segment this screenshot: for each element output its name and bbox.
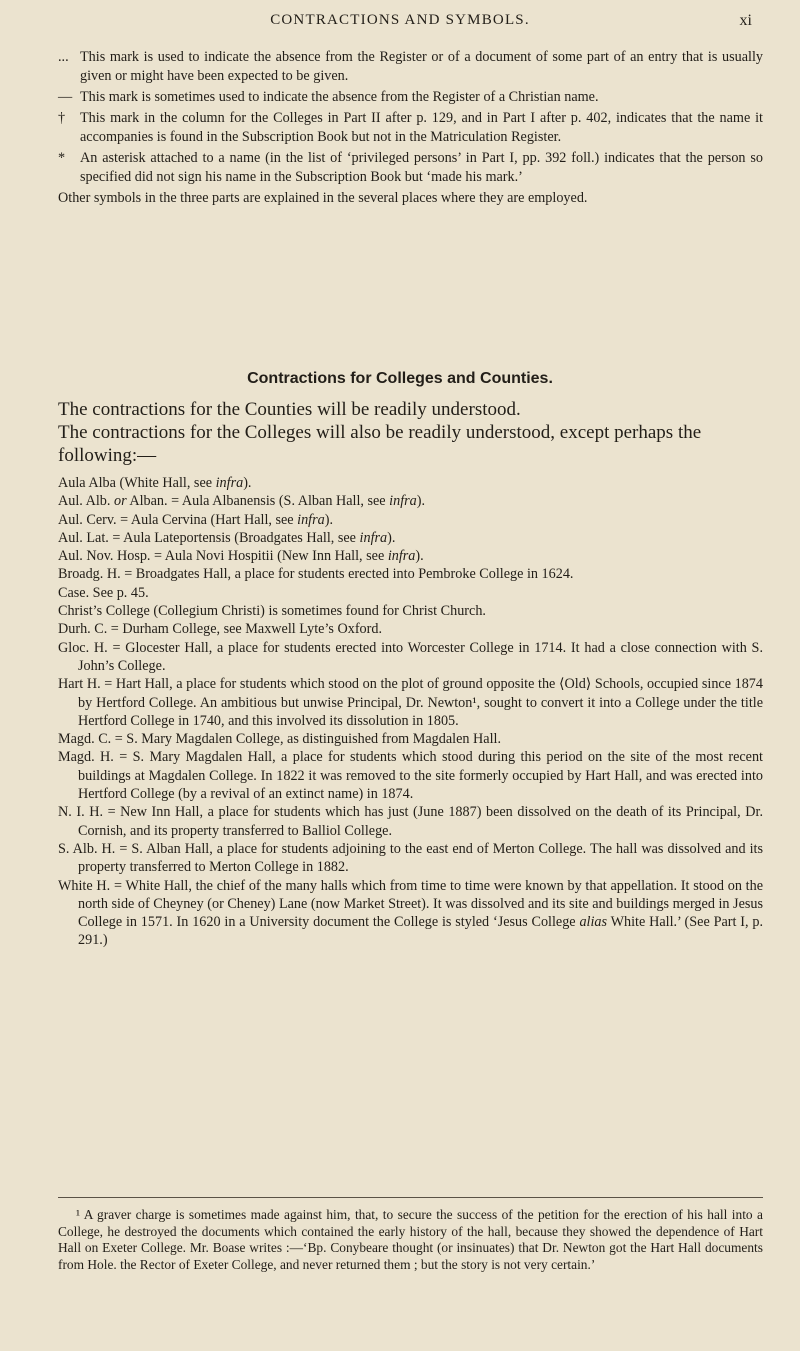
symbols-list bbox=[58, 48, 763, 210]
symbol-description: This mark is sometimes used to indicate the absence from the Register of a Christian name. bbox=[80, 89, 599, 105]
contraction-entry: Magd. H. = S. Mary Magdalen Hall, a place for students which stood during this period on the site of the most recent buildings at Magdalen College. In 1822 it was removed to the site formerly occupied by Hart Hall, and was erected into Hertford College (by a revival of an extinct name) in 1874. bbox=[58, 749, 763, 803]
footnote: ¹ A graver charge is sometimes made against him, that, to secure the success of the petition for the erection of his hall into a College, he destroyed the documents which contained the early history of the hall, because they showed the dependence of Hart Hall on Exeter College. Mr. Boase writes :—‘Bp. Conybeare thought (or insinuates) that Dr. Newton got the Hart Hall documents from Hole. the Rector of Exeter College, and never returned them ; but the story is not very certain.’ bbox=[58, 1207, 763, 1272]
symbol-entry-asterisk bbox=[58, 149, 763, 187]
contraction-entry: Magd. C. = S. Mary Magdalen College, as distinguished from Magdalen Hall. bbox=[58, 731, 502, 748]
contraction-entry: Hart H. = Hart Hall, a place for students which stood on the plot of ground opposite the ⟨Old⟩ Schools, occupied since 1874 by Hertford College. An ambitious but unwise Principal, Dr. Newton¹, sought to convert it into a College under the title Hertford College in 1740, and this involved its dissolution in 1805. bbox=[58, 676, 763, 729]
symbol-entry-other bbox=[58, 189, 763, 208]
footnote-divider bbox=[58, 1197, 763, 1198]
section-heading: Contractions for Colleges and Counties. bbox=[247, 370, 553, 387]
contraction-entry: S. Alb. H. = S. Alban Hall, a place for students adjoining to the east end of Merton College. The hall was dissolved and its property transferred to Merton College in 1882. bbox=[58, 840, 763, 876]
symbol-entry-dash bbox=[58, 88, 763, 107]
contraction-entry: Case. See p. 45. bbox=[58, 584, 149, 601]
symbol-mark: † bbox=[58, 110, 66, 126]
contraction-entry: Aul. Alb. or Alban. = Aula Albanensis (S. Alban Hall, see infra). bbox=[58, 493, 426, 510]
page-header bbox=[0, 8, 800, 32]
symbol-description: An asterisk attached to a name (in the list of ‘privileged persons’ in Part I, pp. 392 foll.) indicates that the person so specified did not sign his name in the Subscription Book but ‘made his mark.’ bbox=[80, 150, 763, 185]
contraction-entry: White H. = White Hall, the chief of the many halls which from time to time were known by that appellation. It stood on the north side of Cheyney (or Cheney) Lane (now Market Street). It was dissolved and its site and buildings merged in Jesus College in 1571. In 1620 in a University document the College is styled ‘Jesus College alias White Hall.’ (See Part I, p. 291.) bbox=[58, 877, 764, 949]
contraction-entry: Christ’s College (Collegium Christi) is sometimes found for Christ Church. bbox=[58, 603, 486, 620]
contraction-entry: Aul. Cerv. = Aula Cervina (Hart Hall, see infra). bbox=[58, 511, 334, 528]
page-number: xi bbox=[739, 12, 752, 29]
contraction-entry: Aula Alba (White Hall, see infra). bbox=[58, 475, 252, 491]
symbol-description: Other symbols in the three parts are explained in the several places where they are employed. bbox=[58, 190, 588, 206]
contraction-entry: Gloc. H. = Glocester Hall, a place for students erected into Worcester College in 1714. It had a close connection with S. John’s College. bbox=[58, 639, 763, 674]
running-title: CONTRACTIONS AND SYMBOLS. bbox=[270, 12, 530, 28]
contraction-entry: N. I. H. = New Inn Hall, a place for students which has just (June 1887) been dissolved on the death of its Principal, Dr. Cornish, and its property transferred to Balliol College. bbox=[58, 804, 763, 839]
symbol-description: This mark in the column for the Colleges in Part II after p. 129, and in Part I after p. 402, indicates that the name it accompanies is found in the Subscription Book but not in the Matriculation Register. bbox=[80, 110, 763, 145]
contractions-list bbox=[58, 474, 763, 950]
intro-line: The contractions for the Counties will be readily understood. bbox=[58, 399, 521, 420]
symbol-entry-ellipsis bbox=[58, 48, 763, 86]
intro-text bbox=[58, 398, 763, 467]
symbol-entry-dagger bbox=[58, 109, 763, 147]
contraction-entry: Durh. C. = Durham College, see Maxwell Lyte’s Oxford. bbox=[58, 621, 383, 638]
contraction-entry: Aul. Lat. = Aula Lateportensis (Broadgates Hall, see infra). bbox=[58, 529, 396, 546]
symbol-description: This mark is used to indicate the absence from the Register or of a document of some part of an entry that is usually given or might have been expected to be given. bbox=[80, 49, 763, 84]
intro-line: The contractions for the Colleges will also be readily understood, except perhaps the following:— bbox=[58, 422, 702, 466]
symbol-mark: * bbox=[58, 150, 66, 166]
symbol-mark: — bbox=[58, 89, 73, 105]
contraction-entry: Broadg. H. = Broadgates Hall, a place for students erected into Pembroke College in 1624. bbox=[58, 566, 574, 583]
contraction-entry: Aul. Nov. Hosp. = Aula Novi Hospitii (New Inn Hall, see infra). bbox=[58, 548, 424, 565]
symbol-mark: ... bbox=[58, 49, 69, 65]
